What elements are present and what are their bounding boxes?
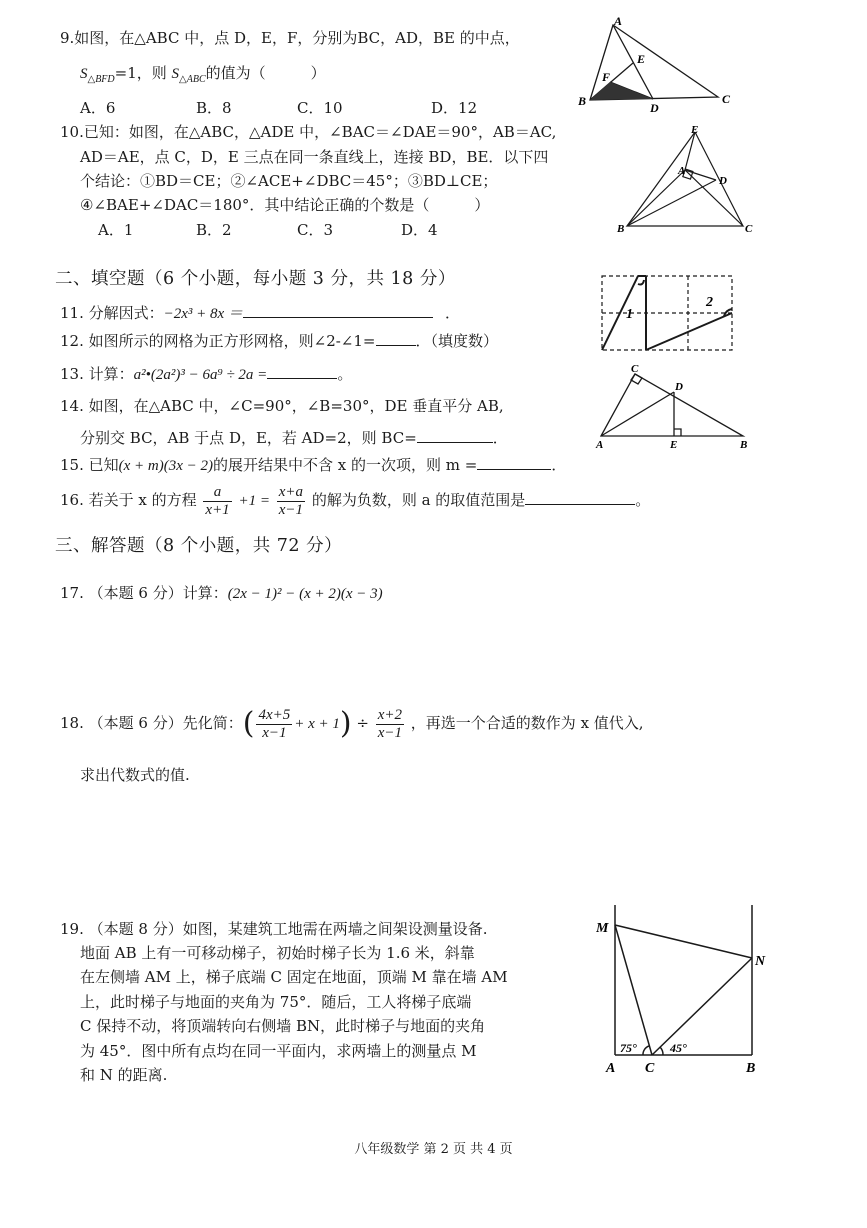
q14-line2: 分别交 BC，AB 于点 D，E，若 AD=2，则 BC= ． xyxy=(80,426,508,449)
angle-75-label: 75° xyxy=(620,1041,637,1055)
q10-line3: 个结论：①BD＝CE；②∠ACE+∠DBC＝45°；③BD⊥CE； xyxy=(80,172,498,190)
q18-fraction-2: $\frac{x+2}{x-1}$ xyxy=(377,706,403,741)
q9-option-a: A．6 xyxy=(80,99,116,117)
q14-line1: 14. 如图，在△ABC 中，∠C=90°，∠B=30°，DE 垂直平分 AB, xyxy=(60,397,504,415)
q19-line3: 在左侧墙 AM 上，梯子底端 C 固定在地面，顶端 M 靠在墙 AM xyxy=(80,968,508,986)
q19-line6: 为 45°．图中所有点均在同一平面内，求两墙上的测量点 M xyxy=(80,1042,477,1060)
label-e: E xyxy=(691,124,699,136)
q14-answer-blank[interactable] xyxy=(417,426,493,443)
label-e: E xyxy=(637,52,646,66)
q19-line5: C 保持不动，将顶端转向右侧墙 BN，此时梯子与地面的夹角 xyxy=(80,1017,486,1035)
q10-option-d: D．4 xyxy=(401,221,438,239)
label-n: N xyxy=(755,954,766,969)
figure-q10-triangles xyxy=(615,122,760,237)
q19-line4: 上，此时梯子与地面的夹角为 75°．随后，工人将梯子底端 xyxy=(80,993,472,1011)
q16-fraction-2: $\frac{x+a}{x-1}$ xyxy=(278,483,304,518)
q15: 15. 已知(x + m)(3x − 2)的展开结果中不含 x 的一次项，则 m = ． xyxy=(60,453,566,477)
q9-line2: $S_{\triangle BFD}=1$，则 $S_{\triangle ABC}$的值为（ ） xyxy=(80,64,326,85)
label-c: C xyxy=(631,363,639,375)
q16-answer-blank[interactable] xyxy=(525,488,635,505)
label-m: M xyxy=(596,921,609,936)
q9-area-bfd: $S_{\triangle BFD}$ xyxy=(80,66,115,85)
angle-2-label: 2 xyxy=(706,295,713,310)
q9-option-c: C．10 xyxy=(297,99,343,117)
q19-line1: 19. （本题 8 分）如图，某建筑工地需在两墙之间架设测量设备. xyxy=(60,920,488,938)
label-a: A xyxy=(596,439,604,450)
q10-option-b: B．2 xyxy=(196,221,232,239)
q10-line4: ④∠BAE+∠DAC＝180°．其中结论正确的个数是（ ） xyxy=(80,196,490,214)
label-b: B xyxy=(746,1061,756,1076)
q18-fraction-1: $\frac{4x+5}{x-1}$ xyxy=(258,706,291,741)
section-fill-in-heading: 二、填空题（6 个小题，每小题 3 分，共 18 分） xyxy=(55,269,456,289)
q13: 13. 计算：a²•(2a²)³ − 6a⁹ ÷ 2a = 。 xyxy=(60,362,352,386)
q9-area-abc: $S_{\triangle ABC}$ xyxy=(171,66,206,85)
q11: 11. 分解因式：−2x³ + 8x ＝ ． xyxy=(60,301,460,325)
q9-line1: 9.如图，在△ABC 中，点 D，E，F，分别为BC，AD，BE 的中点， xyxy=(60,29,520,47)
q17: 17. （本题 6 分）计算：(2x − 1)² − (x + 2)(x − 3) xyxy=(60,584,383,602)
q18-line2: 求出代数式的值. xyxy=(80,766,190,784)
q9-option-d: D．12 xyxy=(431,99,478,117)
label-b: B xyxy=(617,223,625,235)
figure-q19-ladder xyxy=(596,900,776,1080)
q12-answer-blank[interactable] xyxy=(376,329,416,346)
q12: 12. 如图所示的网格为正方形网格，则∠2-∠1= ．（填度数） xyxy=(60,329,498,352)
q19-line7: 和 N 的距离. xyxy=(80,1066,168,1084)
label-e: E xyxy=(670,439,678,450)
label-b: B xyxy=(740,439,748,450)
q10-option-c: C．3 xyxy=(297,221,334,239)
q13-answer-blank[interactable] xyxy=(267,362,337,379)
q19-line2: 地面 AB 上有一可移动梯子，初始时梯子长为 1.6 米，斜靠 xyxy=(80,944,475,962)
figure-q14-right-triangle xyxy=(593,362,758,450)
angle-1-label: 1 xyxy=(626,307,633,322)
label-d: D xyxy=(650,101,659,115)
label-d: D xyxy=(719,175,727,187)
q16: 16. 若关于 x 的方程 $\frac{a}{x+1}$ +1 = $\frac{x+a}{x-1}$ 的解为负数，则 a 的取值范围是 。 xyxy=(60,483,651,518)
label-a: A xyxy=(678,165,686,177)
label-a: A xyxy=(606,1061,616,1076)
page-footer: 八年级数学 第 2 页 共 4 页 xyxy=(354,1142,513,1157)
q10-line1: 10.已知：如图，在△ABC，△ADE 中，∠BAC＝∠DAE＝90°，AB＝AC, xyxy=(60,123,557,141)
q16-fraction-1: $\frac{a}{x+1}$ xyxy=(205,483,230,518)
label-d: D xyxy=(675,381,683,393)
label-c: C xyxy=(645,1061,655,1076)
label-c: C xyxy=(745,223,753,235)
label-b: B xyxy=(578,94,587,108)
q10-line2: AD＝AE，点 C，D，E 三点在同一条直线上，连接 BD，BE．以下四 xyxy=(80,148,549,166)
label-f: F xyxy=(602,70,611,84)
angle-45-label: 45° xyxy=(670,1041,687,1055)
label-c: C xyxy=(722,92,731,106)
q18-line1: 18. （本题 6 分）先化简：( $\frac{4x+5}{x-1}$ + x + 1) ÷ $\frac{x+2}{x-1}$ ，再选一个合适的数作为 x 值代入, xyxy=(60,706,644,741)
figure-q12-grid xyxy=(598,272,738,354)
figure-q9-triangle xyxy=(578,15,738,115)
q10-option-a: A．1 xyxy=(98,221,134,239)
section-solve-heading: 三、解答题（8 个小题，共 72 分） xyxy=(55,536,343,556)
q15-answer-blank[interactable] xyxy=(477,453,551,470)
q9-option-b: B．8 xyxy=(196,99,232,117)
label-a: A xyxy=(614,15,623,28)
q11-answer-blank[interactable] xyxy=(243,301,433,318)
figure-q9-shaded-bfd xyxy=(590,82,653,100)
